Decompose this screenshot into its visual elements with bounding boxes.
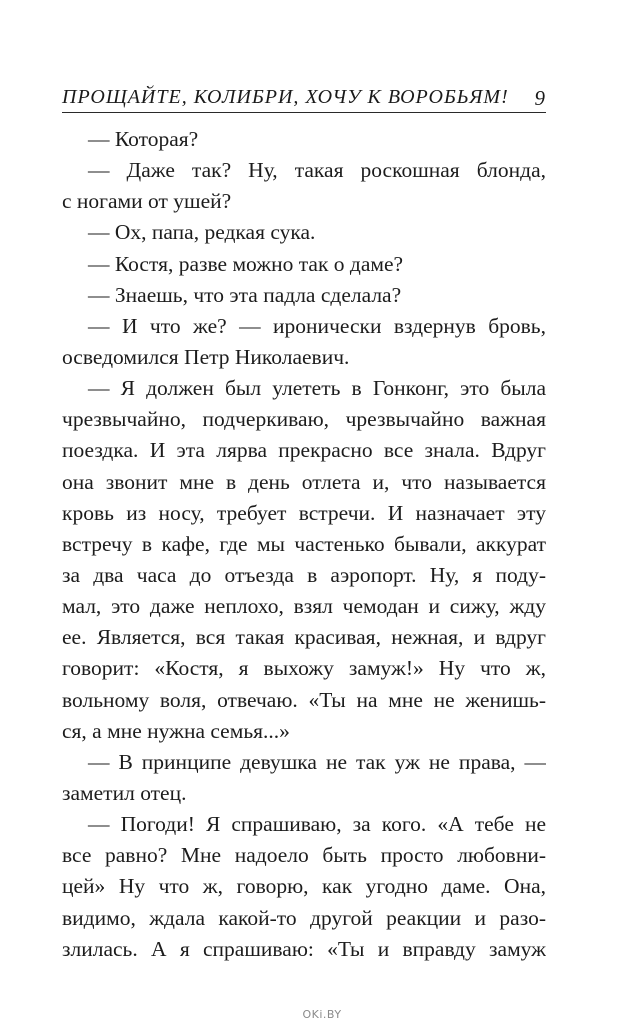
text-line: ся, а мне нужна семья...» <box>62 718 290 743</box>
text-line: за два часа до отъезда в аэропорт. Ну, я поду- <box>62 562 546 587</box>
text-line: видимо, ждала какой-то другой реакции и разо- <box>62 905 546 930</box>
text-line: — Костя, разве можно так о даме? <box>88 251 404 276</box>
text-line: мал, это даже неплохо, взял чемодан и сижу, жду <box>62 594 546 619</box>
text-line: все равно? Мне надоело быть просто любовни- <box>62 843 546 868</box>
running-head <box>62 86 546 112</box>
text-line: поездка. И эта лярва прекрасно все знала. Вдруг <box>62 438 546 463</box>
text-line: — И что же? — иронически вздернув бровь, <box>88 313 546 338</box>
text-line: — Ох, папа, редкая сука. <box>88 220 316 245</box>
header-rule <box>62 112 546 113</box>
text-line: цей» Ну что ж, говорю, как угодно даме. Она, <box>62 874 546 899</box>
text-line: — Знаешь, что эта падла сделала? <box>88 282 402 307</box>
text-line: ее. Является, вся такая красивая, нежная, и вдруг <box>62 625 546 650</box>
text-line: — Даже так? Ну, такая роскошная блонда, <box>88 158 546 183</box>
page-number: 9 <box>534 86 546 110</box>
text-line: кровь из носу, требует встречи. И назначает эту <box>62 500 546 525</box>
text-line: встречу в кафе, где мы частенько бывали, аккурат <box>62 531 546 556</box>
text-line: заметил отец. <box>62 780 187 805</box>
watermark: OKi.BY <box>302 1008 342 1021</box>
text-line: осведомился Петр Николаевич. <box>62 344 350 369</box>
text-line: говорит: «Костя, я выхожу замуж!» Ну что ж, <box>62 656 546 681</box>
text-line: — Погоди! Я спрашиваю, за кого. «А тебе не <box>88 812 546 837</box>
text-line: чрезвычайно, подчеркиваю, чрезвычайно важная <box>62 407 546 432</box>
running-title: ПРОЩАЙТЕ, КОЛИБРИ, ХОЧУ К ВОРОБЬЯМ! <box>62 86 509 108</box>
text-line: она звонит мне в день отлета и, что называется <box>62 469 546 494</box>
text-line: с ногами от ушей? <box>62 189 232 214</box>
text-line: — Я должен был улететь в Гонконг, это была <box>88 376 546 401</box>
text-line: — Которая? <box>88 127 199 151</box>
body-text <box>62 124 546 965</box>
text-line: злилась. А я спрашиваю: «Ты и вправду замуж <box>62 936 546 961</box>
text-line: вольному воля, отвечаю. «Ты на мне не женишь- <box>62 687 546 712</box>
text-line: — В принципе девушка не так уж не права, — <box>88 749 546 774</box>
